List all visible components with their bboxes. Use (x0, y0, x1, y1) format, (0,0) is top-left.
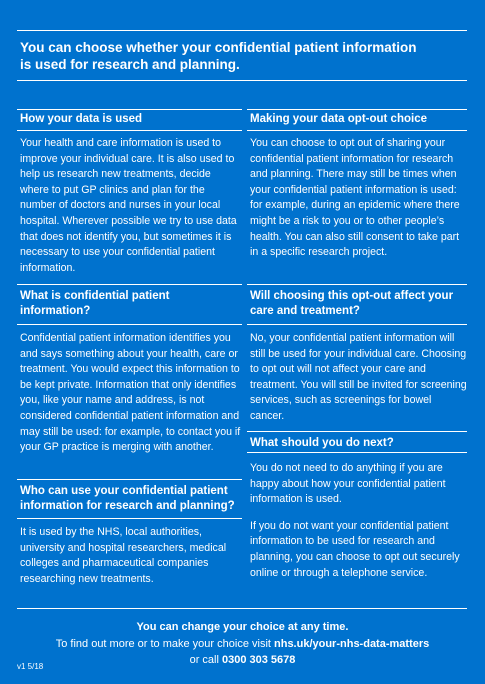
section-who-can-use-body (20, 525, 242, 587)
footer-line-3 (0, 652, 485, 668)
left-rule-3 (17, 284, 242, 285)
page-title: You can choose whether your confidential patient information is used for research and planning. (20, 40, 417, 72)
footer-rule (17, 608, 467, 609)
right-rule-5 (247, 431, 467, 432)
section-body: Your health and care information is used to improve your individual care. It is also used to help us research new treatments, decide where to put GP clinics and plan for the number of doctors and nurses in your local hospital. Wherever possible we try to use data that does not identify you, but sometimes it is necessary to use your confidential patient information. (20, 137, 237, 274)
footer-visit-text: To find out more or to make your choice visit (55, 638, 274, 650)
right-rule-1 (247, 109, 467, 110)
right-rule-6 (247, 452, 467, 453)
left-rule-4 (17, 324, 242, 325)
section-who-can-use (20, 484, 245, 514)
left-rule-5 (17, 479, 242, 480)
section-opt-out-choice-body (250, 136, 468, 261)
section-body: It is used by the NHS, local authorities, university and hospital researchers, medical colleges and pharmaceutical companies researching new treatments. (20, 526, 227, 585)
section-body-2: If you do not want your confidential patient information to be used for research and planning, you can choose to opt out securely online or through a telephone service. (250, 519, 460, 579)
section-heading: What should you do next? (250, 437, 394, 449)
section-body: Confidential patient information identifies you and says something about your health, care or treatment. You would expect this information to be kept private. Information that only identifies you, like your name and address, is not considered confidential patient information and may still be used: for example, to contact you if your GP practice is merging with another. (20, 332, 241, 454)
section-opt-out-choice (250, 112, 465, 127)
section-heading: Who can use your confidential patient information for research and planning? (20, 485, 235, 512)
section-how-data-used-body (20, 136, 242, 276)
section-heading: Making your data opt-out choice (250, 113, 427, 125)
title-bottom-rule (17, 80, 467, 81)
right-rule-2 (247, 130, 467, 131)
section-opt-out-affect (250, 289, 465, 319)
footer-line-1 (0, 619, 485, 635)
footer-website-link[interactable]: nhs.uk/your-nhs-data-matters (274, 638, 430, 650)
left-rule-2 (17, 130, 242, 131)
right-rule-3 (247, 284, 467, 285)
section-what-next-body (250, 461, 468, 581)
footer-phone-number[interactable]: 0300 303 5678 (221, 654, 296, 666)
section-body: You do not need to do anything if you are happy about how your confidential patient information is used. (250, 462, 446, 506)
section-body: No, your confidential patient information will still be used for your individual care. Choosing to opt out will not affect your care and treatment. You will still be invited for screening services, such as screenings for bowel cancer. (250, 332, 467, 422)
section-body: You can choose to opt out of sharing your confidential patient information for research and planning. There may still be times when your confidential patient information is used: for example, during an epidemic where there might be a risk to you or to other people’s health. You can also still consent to take part in a specific research project. (250, 137, 460, 259)
section-what-next (250, 436, 465, 451)
footer-change-choice: You can change your choice at any time. (136, 621, 349, 633)
section-heading: Will choosing this opt-out affect your care and treatment? (250, 290, 454, 317)
section-heading: How your data is used (20, 113, 143, 125)
footer-call-text: or call (189, 654, 222, 666)
section-how-data-used (20, 112, 242, 127)
left-rule-6 (17, 518, 242, 519)
section-opt-out-affect-body (250, 331, 468, 425)
version-label: v1 5/18 (17, 662, 44, 671)
section-what-is-confidential (20, 289, 220, 319)
right-rule-4 (247, 324, 467, 325)
left-rule-1 (17, 109, 242, 110)
title-top-rule (17, 30, 467, 31)
section-heading: What is confidential patient information? (20, 290, 170, 317)
footer-line-2 (0, 636, 485, 652)
section-what-is-confidential-body (20, 331, 242, 456)
